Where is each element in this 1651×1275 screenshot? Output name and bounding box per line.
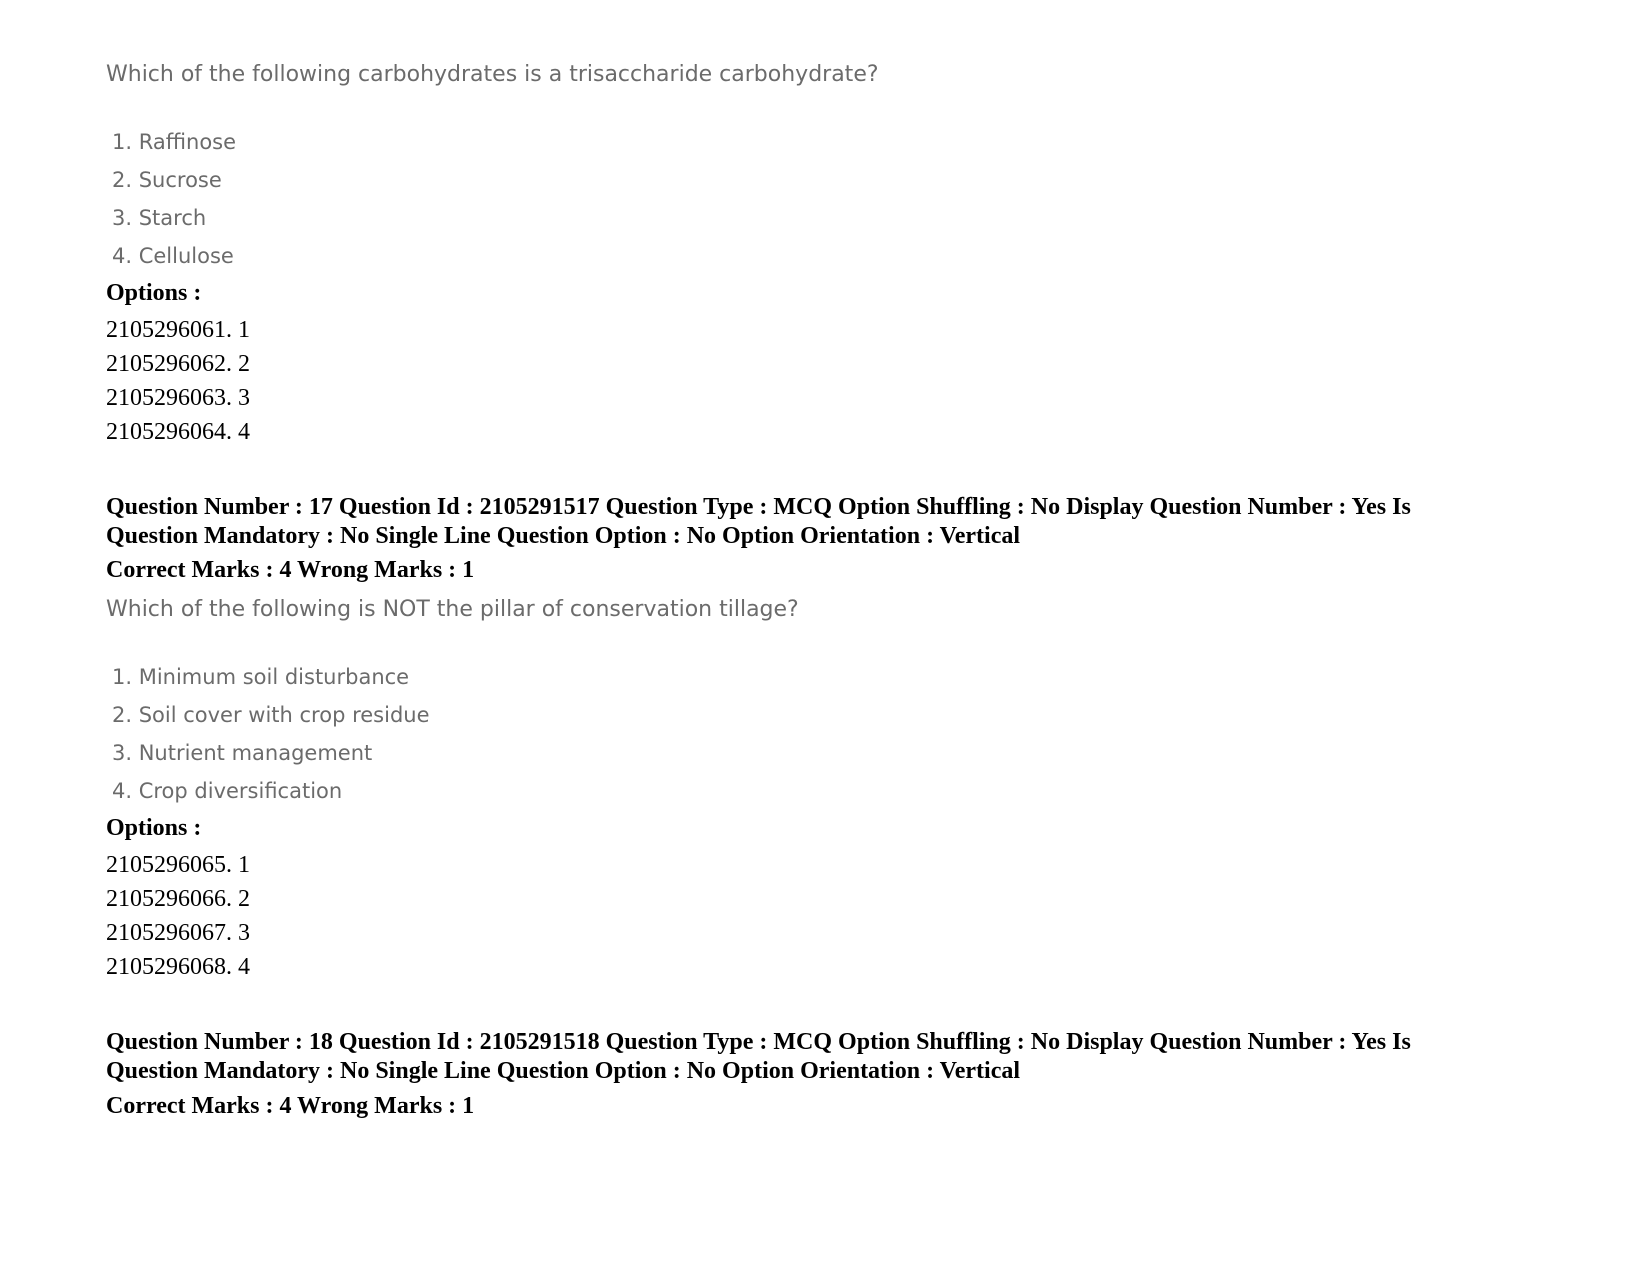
question-text: Which of the following is NOT the pillar of conservation tillage? — [106, 597, 799, 622]
marks-line: Correct Marks : 4 Wrong Marks : 1 — [106, 1093, 475, 1119]
option-item: 2105296062. 2 — [106, 351, 250, 377]
options-list — [106, 313, 250, 449]
options-list — [106, 848, 250, 984]
statement-item: 4. Crop diversification — [112, 779, 343, 803]
marks-line: Correct Marks : 4 Wrong Marks : 1 — [106, 557, 475, 583]
options-label: Options : — [106, 815, 202, 841]
option-item: 2105296064. 4 — [106, 419, 250, 445]
option-item: 2105296065. 1 — [106, 852, 250, 878]
statement-item: 1. Minimum soil disturbance — [112, 665, 410, 689]
question-meta: Question Number : 18 Question Id : 2105291518 Question Type : MCQ Option Shuffling : No Display Question Number : Yes Is Question Mandatory : No Single Line Question Option : No Option Orientation : Vertical — [106, 1029, 1411, 1084]
statement-item: 4. Cellulose — [112, 244, 234, 268]
statement-list — [112, 123, 236, 275]
statement-list — [112, 658, 430, 810]
question-meta: Question Number : 17 Question Id : 2105291517 Question Type : MCQ Option Shuffling : No Display Question Number : Yes Is Question Mandatory : No Single Line Question Option : No Option Orientation : Vertical — [106, 494, 1411, 549]
statement-item: 3. Nutrient management — [112, 741, 373, 765]
option-item: 2105296066. 2 — [106, 886, 250, 912]
statement-item: 2. Sucrose — [112, 168, 222, 192]
question-text: Which of the following carbohydrates is a trisaccharide carbohydrate? — [106, 62, 879, 87]
statement-item: 3. Starch — [112, 206, 207, 230]
option-item: 2105296061. 1 — [106, 317, 250, 343]
option-item: 2105296067. 3 — [106, 920, 250, 946]
statement-item: 1. Raffinose — [112, 130, 237, 154]
option-item: 2105296063. 3 — [106, 385, 250, 411]
statement-item: 2. Soil cover with crop residue — [112, 703, 430, 727]
option-item: 2105296068. 4 — [106, 954, 250, 980]
options-label: Options : — [106, 280, 202, 306]
